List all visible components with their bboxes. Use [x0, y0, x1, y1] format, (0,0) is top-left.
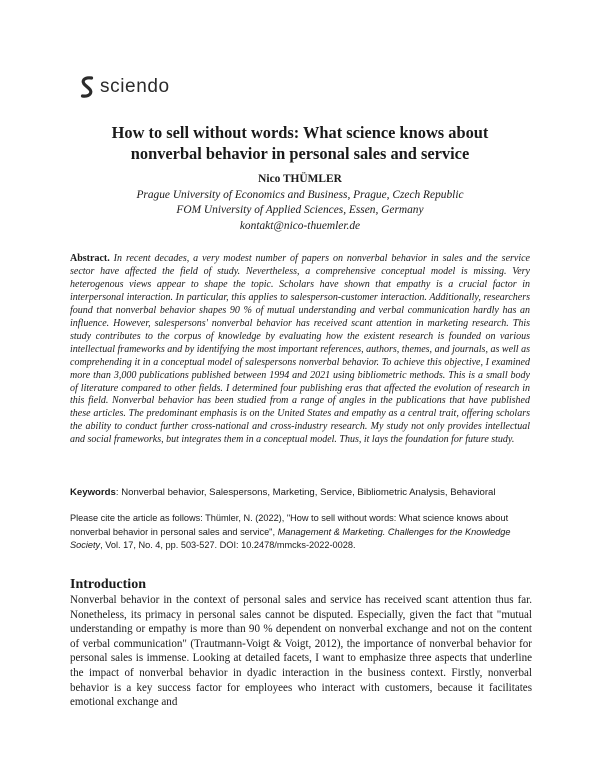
keywords-label: Keywords	[70, 487, 116, 498]
author-name: Nico THÜMLER	[258, 173, 342, 185]
keywords	[70, 486, 540, 499]
citation-note	[70, 512, 532, 553]
abstract-label: Abstract.	[70, 253, 110, 264]
paper-title	[60, 122, 540, 164]
affiliation-1: Prague University of Economics and Business, Prague, Czech Republic	[136, 188, 464, 201]
publisher-logo	[80, 75, 170, 99]
title-line-1: How to sell without words: What science knows about	[111, 123, 489, 142]
abstract	[70, 253, 530, 447]
keywords-text: : Nonverbal behavior, Salespersons, Marketing, Service, Bibliometric Analysis, Behavioral	[115, 487, 496, 498]
section-heading-introduction: Introduction	[70, 577, 146, 592]
citation-journal: Management & Marketing. Challenges for the Knowledge Society	[70, 526, 511, 550]
citation-suffix: , Vol. 17, No. 4, pp. 503-527. DOI: 10.2478/mmcks-2022-0028.	[100, 540, 356, 550]
author-block	[60, 172, 540, 234]
abstract-text: In recent decades, a very modest number of papers on nonverbal behavior in sales and the service sector have affected the field of study. Nevertheless, a comprehensive conceptual model is missing. Very heterogenous views appear to shape the topic. Scholars have shown that empathy is a crucial factor in interpersonal interaction. In particular, this applies to salesperson-customer interaction. Additionally, researchers found that nonverbal behavior shapes 90 % of mutual understanding and verbal communication hardly has an influence. However, salespersons' nonverbal behavior has received scant attention in marketing research. This study contributes to the corpus of knowledge by evaluating how the existent research is founded on various intellectual frameworks and by identifying the most important references, authors, themes, and journals, as well as comprehending it in a conceptual model of salespersons nonverbal behavior. To achieve this objective, I examined more than 3,000 publications published between 1994 and 2021 using bibliometric methods. This is a small body of literature compared to other fields. I determined four publishing eras that affected the evolution of research in this field. Nonverbal behavior has been studied from a range of angles in the publications that have published these articles. The predominant emphasis is on the United States and empathy as a central trait, offering scholars the ability to conduct further cross-national and cross-industry research. My study not only provides intellectual and social frameworks, but integrates them in a conceptual model. Thus, it lays the foundation for future study.	[70, 253, 530, 446]
affiliation-2: FOM University of Applied Sciences, Essen, Germany	[176, 204, 424, 216]
citation-prefix: Please cite the article as follows: Thümler, N. (2022), "How to sell without words: What science knows about nonverbal behavior in personal sales and service",	[70, 513, 509, 537]
publisher-name: sciendo	[100, 76, 170, 97]
sciendo-s-icon	[80, 76, 94, 98]
title-line-2: nonverbal behavior in personal sales and service	[130, 144, 470, 163]
author-email: kontakt@nico-thuemler.de	[239, 219, 361, 232]
introduction-paragraph: Nonverbal behavior in the context of personal sales and service has received scant attention thus far. Nonetheless, its primacy in personal sales cannot be disputed. Especially, given the fact that "mutual understanding or empathy is more than 90 % dependent on nonverbal exchange and not on the content of verbal communication" (Trautmann-Voigt & Voigt, 2012), the importance of nonverbal behavior for personal sales is immense. Looking at detailed facets, I want to emphasize three aspects that underline the impact of nonverbal behavior in dyadic interaction in the business context. Firstly, nonverbal behavior is a key success factor for employees who interact with customers, because it facilitates emotional exchange and	[70, 594, 532, 709]
